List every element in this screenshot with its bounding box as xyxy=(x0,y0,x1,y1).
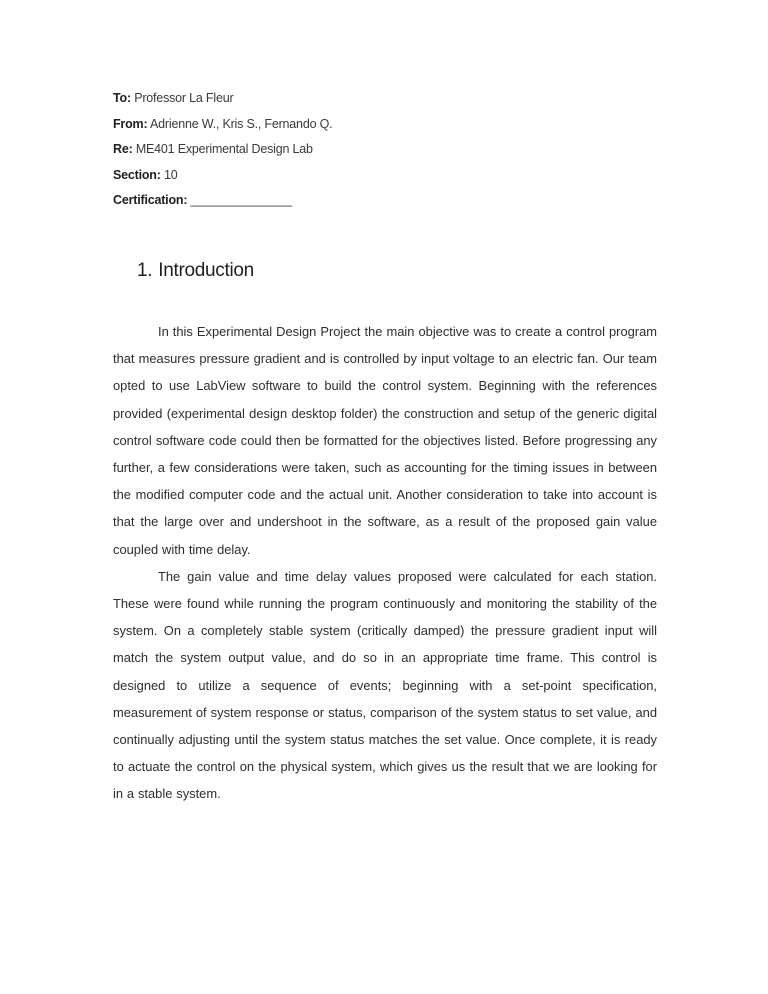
memo-certification-blank: _______________ xyxy=(190,193,292,207)
memo-re-label: Re: xyxy=(113,142,133,156)
introduction-heading xyxy=(137,260,254,282)
memo-certification-line xyxy=(113,190,673,216)
memo-to-line xyxy=(113,88,673,114)
memo-section-value: 10 xyxy=(164,167,178,182)
memo-re-line xyxy=(113,139,673,165)
memo-certification-label: Certification: xyxy=(113,193,188,207)
memo-header xyxy=(113,88,673,216)
memo-section-line xyxy=(113,165,673,191)
section-number: 1. xyxy=(137,260,153,281)
memo-to-label: To: xyxy=(113,91,131,105)
section-title: Introduction xyxy=(158,260,254,281)
memo-from-line xyxy=(113,114,673,140)
memo-from-value: Adrienne W., Kris S., Fernando Q. xyxy=(150,116,333,131)
introduction-body xyxy=(113,318,657,808)
memo-section-label: Section: xyxy=(113,167,161,182)
memo-re-value: ME401 Experimental Design Lab xyxy=(135,142,313,156)
introduction-paragraph-2: The gain value and time delay values proposed were calculated for each station. These were found while running the program continuously and monitoring the stability of the system. On a completely stable system (critically damped) the pressure gradient input will match the system output value, and do so in an appropriate time frame. This control is designed to utilize a sequence of events; beginning with a set-point specification, measurement of system response or status, comparison of the system status to set value, and continually adjusting until the system status matches the set value. Once complete, it is ready to actuate the control on the physical system, which gives us the result that we are looking for in a stable system. xyxy=(113,568,657,802)
memo-to-value: Professor La Fleur xyxy=(134,91,234,105)
introduction-paragraph-1: In this Experimental Design Project the main objective was to create a control program that measures pressure gradient and is controlled by input voltage to an electric fan. Our team opted to use LabView software to build the control system. Beginning with the references provided (experimental design desktop folder) the construction and setup of the generic digital control software code could then be formatted for the objectives listed. Before progressing any further, a few considerations were taken, such as accounting for the timing issues in between the modified computer code and the actual unit. Another consideration to take into account is that the large over and undershoot in the software, as a result of the proposed gain value coupled with time delay. xyxy=(113,324,657,557)
memo-from-label: From: xyxy=(113,116,148,131)
